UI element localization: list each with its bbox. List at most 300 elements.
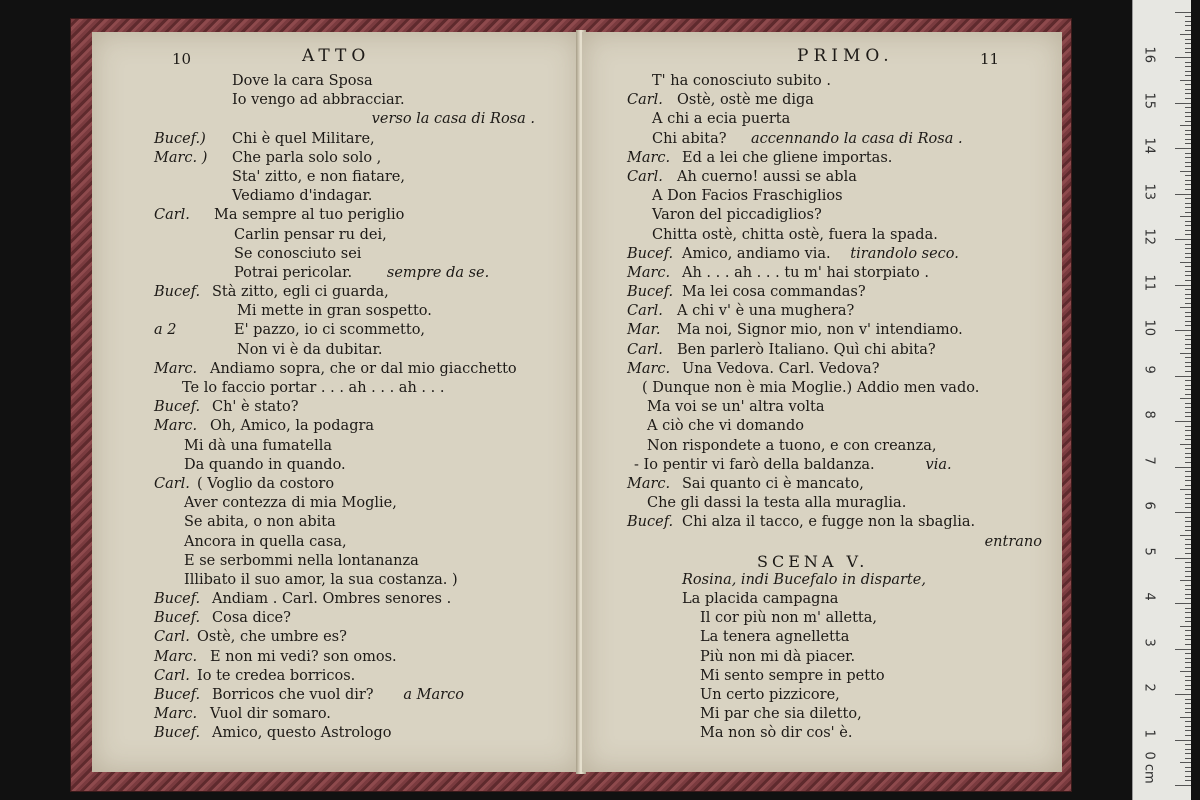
text-line — [582, 130, 1062, 149]
ruler-tick — [1175, 785, 1191, 786]
speaker-label: Marc. — [627, 149, 671, 166]
text-line — [92, 379, 580, 398]
text-line — [582, 724, 1062, 743]
verse-text: Sai quanto ci è mancato, — [682, 475, 864, 492]
ruler-tick — [1185, 162, 1191, 163]
ruler-tick — [1180, 171, 1191, 172]
text-line — [92, 705, 580, 724]
speaker-label: Carl. — [627, 168, 663, 185]
ruler-tick — [1185, 107, 1191, 108]
ruler-tick — [1185, 143, 1191, 144]
ruler-tick — [1185, 253, 1191, 254]
text-line — [92, 130, 580, 149]
speaker-label: Carl. — [154, 667, 190, 684]
verse-text: Vuol dir somaro. — [210, 706, 331, 723]
ruler-tick — [1185, 89, 1191, 90]
text-line — [582, 628, 1062, 647]
verse-text: Vediamo d'indagar. — [232, 188, 373, 205]
text-line — [582, 149, 1062, 168]
verse-text: A chi a ecia puerta — [652, 111, 791, 128]
ruler-tick — [1185, 212, 1191, 213]
text-line — [92, 321, 580, 340]
ruler-label: 8 — [1141, 410, 1157, 419]
ruler-tick — [1180, 444, 1191, 445]
verse-text: Carlin pensar ru dei, — [234, 226, 387, 243]
speaker-label: Bucef. — [627, 284, 674, 301]
verse-text: La tenera agnelletta — [700, 629, 850, 646]
stage-direction: Rosina, indi Bucefalo in disparte, — [682, 571, 926, 588]
verse-text: Varon del piccadiglios? — [652, 207, 822, 224]
verse-text: A ciò che vi domando — [647, 418, 805, 435]
speaker-label: Bucef.) — [154, 130, 206, 147]
right-page — [582, 32, 1062, 772]
text-line — [582, 264, 1062, 283]
ruler-tick — [1185, 712, 1191, 713]
verse-text: Una Vedova. Carl. Vedova? — [682, 360, 880, 377]
speaker-label: a 2 — [154, 322, 177, 339]
ruler-tick — [1185, 184, 1191, 185]
verse-text: ( Dunque non è mia Moglie.) Addio men vado. — [642, 380, 980, 396]
ruler-tick — [1185, 480, 1191, 481]
text-line — [582, 360, 1062, 379]
stage-direction: via. — [925, 456, 952, 473]
text-line — [582, 417, 1062, 436]
verse-text: Più non mi dà piacer. — [700, 648, 856, 665]
ruler-tick — [1185, 244, 1191, 245]
ruler-tick — [1185, 749, 1191, 750]
verse-text: Ed a lei che gliene importas. — [682, 149, 893, 166]
text-line — [582, 226, 1062, 245]
ruler-label: 13 — [1141, 183, 1157, 200]
text-line — [582, 609, 1062, 628]
ruler-tick — [1185, 189, 1191, 190]
text-line — [582, 437, 1062, 456]
ruler-tick — [1185, 207, 1191, 208]
stage-direction: verso la casa di Rosa . — [371, 111, 535, 128]
text-line — [92, 245, 580, 264]
ruler-tick — [1185, 93, 1191, 94]
text-line — [582, 187, 1062, 206]
ruler-tick — [1185, 98, 1191, 99]
ruler-tick — [1185, 689, 1191, 690]
text-line — [92, 456, 580, 475]
text-line — [582, 648, 1062, 667]
ruler-label: 3 — [1141, 638, 1157, 647]
speaker-label: Bucef. — [154, 687, 201, 703]
text-line — [582, 552, 1062, 571]
ruler-tick — [1185, 339, 1191, 340]
text-line — [582, 302, 1062, 321]
speaker-label: Bucef. — [154, 610, 201, 627]
verse-text: E non mi vedi? son omos. — [210, 648, 397, 665]
verse-text: E' pazzo, io ci scommetto, — [234, 322, 426, 339]
ruler-tick — [1185, 517, 1191, 518]
ruler-tick — [1185, 721, 1191, 722]
ruler-tick — [1185, 608, 1191, 609]
ruler-tick — [1185, 403, 1191, 404]
verse-text: Mi mette in gran sospetto. — [237, 303, 432, 320]
verse-text: Dove la cara Sposa — [232, 73, 373, 89]
ruler-tick — [1185, 21, 1191, 22]
ruler-tick — [1175, 12, 1191, 13]
text-line — [92, 91, 580, 110]
text-line — [92, 72, 580, 91]
ruler-tick — [1185, 139, 1191, 140]
verse-text: Chitta ostè, chitta ostè, fuera la spada. — [652, 226, 938, 243]
ruler-tick — [1185, 426, 1191, 427]
ruler-tick — [1185, 25, 1191, 26]
text-line — [92, 226, 580, 245]
ruler-tick — [1185, 325, 1191, 326]
ruler-tick — [1180, 353, 1191, 354]
verse-text: Che parla solo solo , — [232, 149, 382, 166]
text-line — [92, 590, 580, 609]
speaker-label: Carl. — [627, 341, 663, 358]
ruler-tick — [1185, 544, 1191, 545]
ruler-tick — [1185, 266, 1191, 267]
ruler-tick — [1185, 699, 1191, 700]
running-head: ATTO — [302, 46, 371, 66]
ruler-tick — [1185, 430, 1191, 431]
text-line — [92, 724, 580, 743]
ruler-tick — [1180, 80, 1191, 81]
ruler-tick — [1185, 598, 1191, 599]
ruler-tick — [1180, 671, 1191, 672]
ruler-tick — [1185, 366, 1191, 367]
ruler-tick — [1185, 198, 1191, 199]
ruler-tick — [1185, 457, 1191, 458]
ruler-tick — [1185, 639, 1191, 640]
verse-text: Io te credea borricos. — [197, 667, 356, 684]
ruler-label: 10 — [1141, 319, 1157, 337]
speaker-label: Carl. — [154, 475, 190, 492]
ruler-tick — [1185, 439, 1191, 440]
ruler-tick — [1175, 285, 1191, 286]
verse-text: Andiam . Carl. Ombres senores . — [212, 591, 452, 608]
verse-text: Non vi è da dubitar. — [237, 341, 383, 358]
text-line — [92, 110, 580, 129]
text-line — [92, 341, 580, 360]
ruler-tick — [1185, 348, 1191, 349]
ruler-tick — [1180, 262, 1191, 263]
verse-text: Ah . . . ah . . . tu m' hai storpiato . — [682, 264, 929, 281]
ruler-label: 12 — [1141, 228, 1157, 246]
ruler-tick — [1185, 708, 1191, 709]
verse-text: Amico, andiamo via. — [682, 245, 831, 262]
ruler-tick — [1180, 125, 1191, 126]
ruler-tick — [1185, 617, 1191, 618]
ruler-tick — [1185, 335, 1191, 336]
ruler-tick — [1185, 730, 1191, 731]
ruler-label: 14 — [1141, 137, 1157, 155]
verse-text: - Io pentir vi farò della baldanza. — [634, 456, 875, 473]
ruler-tick — [1185, 344, 1191, 345]
stage-direction: entrano — [984, 533, 1042, 550]
ruler-tick — [1185, 576, 1191, 577]
text-line — [582, 533, 1062, 552]
ruler-label: 7 — [1141, 456, 1157, 465]
ruler-tick — [1175, 603, 1191, 604]
ruler-tick — [1185, 357, 1191, 358]
verse-text: Ma noi, Signor mio, non v' intendiamo. — [677, 322, 963, 339]
ruler-label: 5 — [1141, 547, 1157, 556]
speaker-label: Bucef. — [154, 284, 201, 301]
ruler-tick — [1180, 717, 1191, 718]
ruler-tick — [1185, 412, 1191, 413]
text-line — [582, 206, 1062, 225]
stage-direction: sempre da se. — [386, 264, 490, 281]
speaker-label: Marc. — [627, 360, 671, 377]
text-line — [92, 168, 580, 187]
stage-direction: a Marco — [403, 687, 464, 703]
ruler-tick — [1185, 471, 1191, 472]
text-line — [582, 475, 1062, 494]
ruler-tick — [1185, 312, 1191, 313]
ruler-tick — [1185, 612, 1191, 613]
ruler-tick — [1185, 362, 1191, 363]
stage-direction: accennando la casa di Rosa . — [751, 130, 963, 147]
ruler-tick — [1180, 626, 1191, 627]
ruler-tick — [1185, 462, 1191, 463]
ruler-tick — [1185, 75, 1191, 76]
ruler-tick — [1185, 271, 1191, 272]
verse-text: Io vengo ad abbracciar. — [232, 92, 405, 109]
text-line — [92, 264, 580, 283]
verse-text: ( Voglio da costoro — [197, 475, 335, 492]
speaker-label: Mar. — [627, 322, 661, 339]
ruler-tick — [1185, 280, 1191, 281]
left-text-lines — [92, 72, 580, 744]
text-line — [92, 667, 580, 686]
verse-text: Mi dà una fumatella — [184, 437, 332, 454]
verse-text: Te lo faccio portar . . . ah . . . ah . . . — [182, 380, 445, 396]
ruler-tick — [1185, 66, 1191, 67]
ruler-tick — [1185, 653, 1191, 654]
ruler-tick — [1185, 175, 1191, 176]
verse-text: A chi v' è una mughera? — [677, 303, 855, 320]
verse-text: Se conosciuto sei — [234, 245, 362, 262]
verse-text: Se abita, o non abita — [184, 514, 336, 531]
verse-text: Stà zitto, egli ci guarda, — [212, 284, 389, 301]
ruler-tick — [1185, 780, 1191, 781]
text-line — [582, 110, 1062, 129]
ruler-tick — [1185, 435, 1191, 436]
verse-text: Chi abita? — [652, 130, 727, 147]
verse-text: Mi sento sempre in petto — [700, 667, 885, 684]
left-page — [92, 32, 581, 772]
text-line — [582, 341, 1062, 360]
ruler-tick — [1185, 553, 1191, 554]
ruler-tick — [1185, 726, 1191, 727]
ruler-tick — [1185, 389, 1191, 390]
ruler-tick — [1185, 112, 1191, 113]
ruler-tick — [1175, 330, 1191, 331]
verse-text: SCENA V. — [757, 551, 869, 571]
ruler-tick — [1185, 758, 1191, 759]
text-line — [92, 283, 580, 302]
text-line — [92, 149, 580, 168]
text-line — [92, 571, 580, 590]
ruler-tick — [1185, 289, 1191, 290]
ruler-tick — [1175, 57, 1191, 58]
ruler-tick — [1180, 34, 1191, 35]
ruler-tick — [1185, 407, 1191, 408]
measuring-ruler — [1132, 0, 1191, 800]
verse-text: Ma voi se un' altra volta — [647, 399, 825, 416]
page-number: 11 — [980, 50, 1000, 68]
speaker-label: Marc. — [154, 706, 198, 723]
ruler-label: 6 — [1141, 501, 1157, 510]
ruler-tick — [1185, 485, 1191, 486]
ruler-tick — [1180, 307, 1191, 308]
ruler-tick — [1185, 130, 1191, 131]
page-number: 10 — [172, 50, 192, 68]
ruler-tick — [1185, 62, 1191, 63]
ruler-label: 9 — [1141, 365, 1157, 374]
ruler-tick — [1175, 558, 1191, 559]
ruler-tick — [1185, 298, 1191, 299]
ruler-tick — [1175, 421, 1191, 422]
ruler-tick — [1185, 166, 1191, 167]
ruler-tick — [1185, 84, 1191, 85]
verse-text: Il cor più non m' alletta, — [700, 610, 878, 627]
text-line — [92, 533, 580, 552]
ruler-tick — [1185, 571, 1191, 572]
ruler-tick — [1180, 398, 1191, 399]
text-line — [92, 417, 580, 436]
verse-text: Oh, Amico, la podagra — [210, 418, 375, 435]
ruler-tick — [1185, 494, 1191, 495]
ruler-tick — [1185, 39, 1191, 40]
text-line — [582, 379, 1062, 398]
ruler-tick — [1185, 121, 1191, 122]
ruler-tick — [1185, 52, 1191, 53]
ruler-tick — [1185, 385, 1191, 386]
ruler-tick — [1185, 180, 1191, 181]
speaker-label: Marc. — [627, 264, 671, 281]
verse-text: Cosa dice? — [212, 610, 291, 627]
text-line — [582, 168, 1062, 187]
ruler-tick — [1175, 694, 1191, 695]
verse-text: Ancora in quella casa, — [184, 533, 347, 550]
ruler-tick — [1185, 776, 1191, 777]
speaker-label: Carl. — [154, 207, 190, 224]
ruler-tick — [1185, 16, 1191, 17]
text-line — [92, 437, 580, 456]
left-page-header — [92, 46, 580, 70]
text-line — [92, 648, 580, 667]
ruler-tick — [1185, 416, 1191, 417]
ruler-tick — [1185, 221, 1191, 222]
verse-text: Aver contezza di mia Moglie, — [184, 495, 397, 512]
ruler-tick — [1175, 103, 1191, 104]
ruler-tick — [1180, 216, 1191, 217]
verse-text: Che gli dassi la testa alla muraglia. — [647, 495, 907, 512]
verse-text: Ma non sò dir cos' è. — [700, 725, 853, 742]
text-line — [582, 513, 1062, 532]
ruler-tick — [1185, 526, 1191, 527]
text-line — [582, 571, 1062, 590]
ruler-tick — [1185, 585, 1191, 586]
text-line — [92, 398, 580, 417]
ruler-label: 1 — [1141, 729, 1157, 738]
ruler-tick — [1175, 148, 1191, 149]
text-line — [92, 609, 580, 628]
text-line — [92, 360, 580, 379]
ruler-tick — [1185, 667, 1191, 668]
ruler-tick — [1185, 521, 1191, 522]
verse-text: Ch' è stato? — [212, 399, 299, 416]
stage-direction: tirandolo seco. — [850, 245, 959, 262]
verse-text: Illibato il suo amor, la sua costanza. ) — [184, 571, 458, 588]
verse-text: Da quando in quando. — [184, 456, 346, 473]
speaker-label: Carl. — [154, 629, 190, 646]
ruler-tick — [1185, 630, 1191, 631]
verse-text: Sta' zitto, e non fiatare, — [232, 168, 405, 185]
ruler-tick — [1185, 234, 1191, 235]
speaker-label: Marc. — [154, 360, 198, 377]
ruler-tick — [1185, 157, 1191, 158]
ruler-label: 16 — [1141, 46, 1157, 64]
ruler-tick — [1185, 753, 1191, 754]
verse-text: Ma sempre al tuo periglio — [214, 207, 405, 224]
ruler-tick — [1185, 548, 1191, 549]
ruler-tick — [1175, 239, 1191, 240]
ruler-tick — [1185, 43, 1191, 44]
ruler-tick — [1185, 134, 1191, 135]
ruler-tick — [1185, 321, 1191, 322]
ruler-tick — [1185, 662, 1191, 663]
verse-text: Ben parlerò Italiano. Quì chi abita? — [677, 341, 936, 358]
ruler-label: 2 — [1141, 683, 1157, 692]
ruler-tick — [1185, 230, 1191, 231]
ruler-tick — [1185, 30, 1191, 31]
ruler-tick — [1185, 453, 1191, 454]
text-line — [582, 590, 1062, 609]
right-text-lines — [582, 72, 1062, 744]
ruler-tick — [1185, 71, 1191, 72]
speaker-label: Marc. — [627, 475, 671, 492]
ruler-tick — [1185, 380, 1191, 381]
verse-text: E se serbommi nella lontananza — [184, 552, 419, 569]
speaker-label: Marc. — [154, 418, 198, 435]
speaker-label: Bucef. — [154, 591, 201, 608]
ruler-tick — [1175, 376, 1191, 377]
text-line — [92, 686, 580, 705]
ruler-tick — [1185, 294, 1191, 295]
ruler-label: 15 — [1141, 92, 1157, 109]
ruler-tick — [1185, 539, 1191, 540]
ruler-tick — [1185, 744, 1191, 745]
ruler-tick — [1180, 535, 1191, 536]
speaker-label: Bucef. — [154, 399, 201, 416]
ruler-tick — [1185, 203, 1191, 204]
running-head: PRIMO. — [797, 46, 894, 66]
ruler-tick — [1185, 503, 1191, 504]
verse-text: Amico, questo Astrologo — [212, 725, 392, 742]
text-line — [582, 667, 1062, 686]
ruler-tick — [1185, 635, 1191, 636]
ruler-tick — [1185, 448, 1191, 449]
verse-text: Potrai pericolar. — [234, 264, 353, 281]
text-line — [582, 494, 1062, 513]
verse-text: Chi alza il tacco, e fugge non la sbaglia. — [682, 514, 976, 531]
verse-text: Ah cuerno! aussi se abla — [677, 168, 857, 185]
ruler-tick — [1185, 680, 1191, 681]
ruler-tick — [1180, 489, 1191, 490]
text-line — [582, 283, 1062, 302]
ruler-tick — [1185, 703, 1191, 704]
